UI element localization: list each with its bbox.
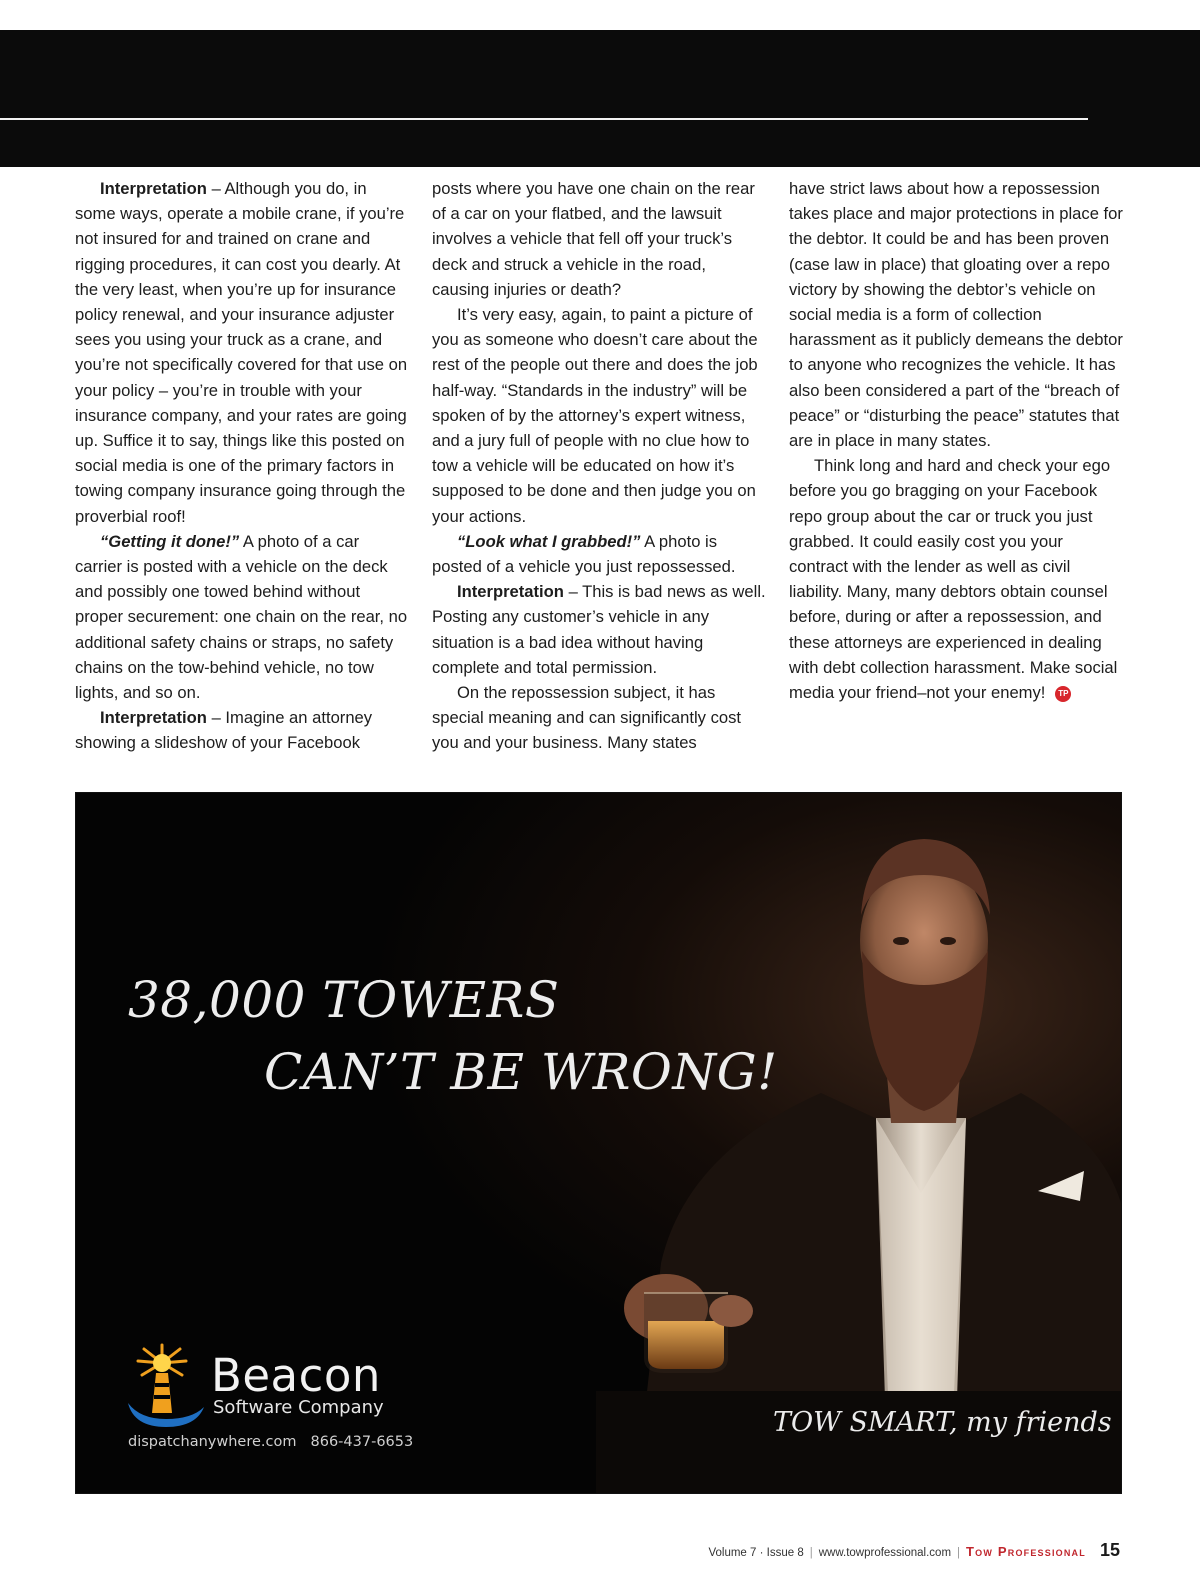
paragraph-text: A photo of a car carrier is posted with a vehicle on the deck and possibly one towed behind without proper securement: one chain on the rear, no additional safety chains or straps, no safety chains on the tow-behind vehicle, no tow lights, and so on. (75, 531, 408, 703)
page-footer (708, 1540, 1120, 1561)
article-column-2 (432, 176, 767, 756)
paragraph-text: Think long and hard and check your ego before you go bragging on your Facebook repo group about the car or truck you just grabbed. It could easily cost you your contract with the lender as well as civil liability. Many, many debtors obtain counsel before, during or after a repossession, and these attorneys are experienced in dealing with debt collection harassment. Make social media your friend–not your enemy! (789, 456, 1118, 703)
run-in-label: Interpretation (100, 179, 207, 198)
run-in-label: Interpretation (457, 582, 564, 602)
paragraph-text: – Imagine an attorney showing a slideshow of your Facebook (75, 708, 373, 753)
lighthouse-beacon-icon (122, 1341, 212, 1431)
ad-headline-line-2: CAN’T BE WRONG! (264, 1043, 778, 1101)
paragraph (75, 176, 410, 529)
paragraph-text: – Although you do, in some ways, operate a mobile crane, if you’re not insured for and trained on crane and rigging procedures, it can cost you dearly. At the very least, when you’re up for insurance policy renewal, and your insurance adjuster sees you using your truck as a crane, and you’re not specifically covered for that use on your policy – you’re in trouble with your insurance company, and your rates are going up. Suffice it to say, things like this posted on social media is one of the primary factors in towing company insurance going through the proverbial roof! (75, 179, 408, 526)
footer-volume-issue: Volume 7 · Issue 8 (708, 1547, 804, 1559)
brand-subtitle: Software Company (213, 1397, 384, 1418)
footer-separator: | (957, 1547, 961, 1559)
article-column-1 (75, 176, 410, 756)
paragraph (789, 453, 1126, 705)
paragraph: It’s very easy, again, to paint a picture of you as someone who doesn’t care about the rest of the people out there and does the job half-way. “Standards in the industry” will be spoken of by the attorney’s expert witness, and a jury full of people with no clue how to tow a vehicle will be educated on how it’s supposed to be done and then judge you on your actions. (432, 305, 758, 526)
run-in-label: “Look what I grabbed!” (457, 531, 641, 551)
brand-name: Beacon (211, 1349, 381, 1402)
brand-contact (128, 1434, 413, 1450)
paragraph: posts where you have one chain on the rear of a car on your flatbed, and the lawsuit involves a vehicle that fell off your truck’s deck and struck a vehicle in the road, causing injuries or death? (432, 179, 755, 299)
run-in-label: “Getting it done!” (100, 531, 240, 551)
footer-website[interactable]: www.towprofessional.com (818, 1547, 952, 1559)
footer-brand: Tow Professional (966, 1544, 1086, 1559)
end-of-article-icon: TP (1055, 686, 1071, 702)
advertisement (75, 792, 1122, 1494)
paragraph-text: – This is bad news as well. Posting any customer’s vehicle in any situation is a bad idea without having complete and total permission. (432, 582, 766, 677)
brand-website[interactable]: dispatchanywhere.com (128, 1434, 297, 1450)
footer-separator: | (809, 1547, 813, 1559)
paragraph (432, 579, 767, 680)
page-number: 15 (1099, 1540, 1120, 1560)
ad-tagline: TOW SMART, my friends (773, 1407, 1112, 1438)
brand-phone: 866-437-6653 (310, 1434, 414, 1450)
run-in-label: Interpretation (100, 708, 207, 728)
paragraph-text: A photo is posted of a vehicle you just repossessed. (432, 531, 736, 577)
paragraph: have strict laws about how a repossession takes place and major protections in place for the debtor. It could be and has been proven (case law in place) that gloating over a repo victory by showing the debtor’s vehicle on social media is a form of collection harassment as it publicly demeans the debtor to anyone who recognizes the vehicle. It has also been considered a part of the “breach of peace” or “disturbing the peace” statutes that are in place in many states. (789, 179, 1123, 451)
ad-headline-line-1: 38,000 TOWERS (128, 971, 560, 1029)
paragraph (432, 529, 767, 579)
paragraph (75, 529, 410, 705)
header-rule (0, 118, 1088, 120)
header-band (0, 30, 1200, 167)
paragraph: On the repossession subject, it has special meaning and can significantly cost you and your business. Many states (432, 683, 742, 753)
paragraph (75, 705, 410, 755)
article-column-3 (789, 176, 1126, 705)
